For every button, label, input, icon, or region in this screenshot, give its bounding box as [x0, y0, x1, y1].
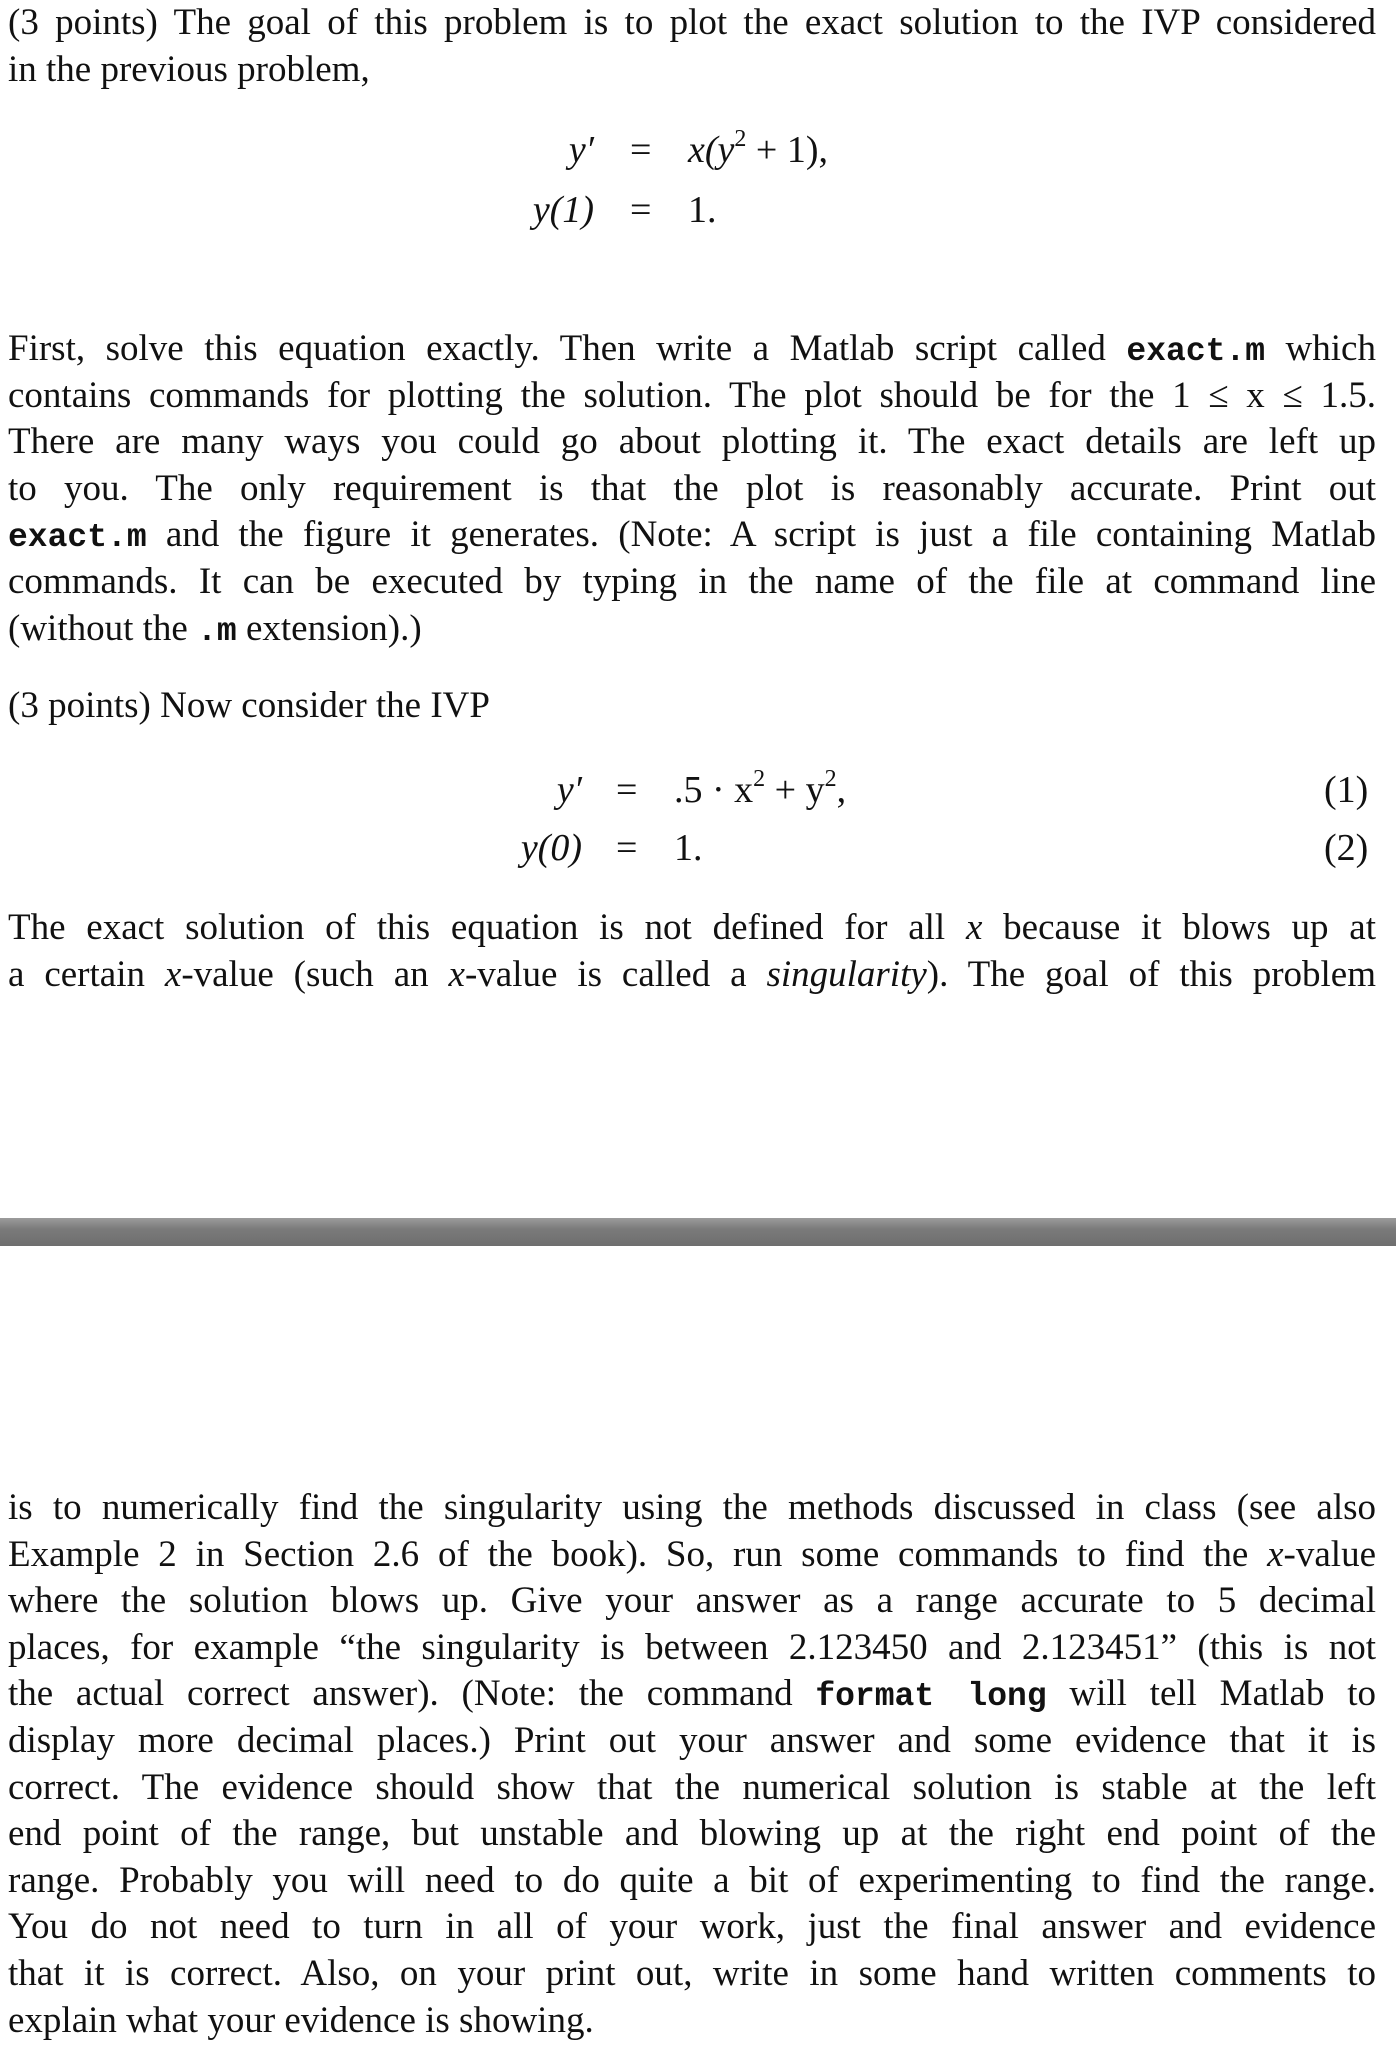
continuation-paragraph: [8, 1485, 1376, 2044]
page-break-divider: [0, 1218, 1396, 1246]
paragraph-line: explain what your evidence is showing.: [8, 1999, 594, 2041]
eq-equals: =: [616, 827, 638, 869]
problem1-intro: [8, 0, 1376, 93]
eq-lhs: y(1): [532, 189, 594, 231]
paragraph-line: places, for example “the singularity is between 2.123450 and 2.123451” (this is not: [8, 1626, 1376, 1668]
eq-rhs: $x(y^2 + 1)$,: [688, 126, 828, 171]
code-exact-m: exact.m: [8, 519, 147, 557]
eq-lhs: y′: [556, 769, 582, 811]
problem1-intro-line: in the previous problem,: [8, 48, 370, 90]
paragraph-line: range. Probably you will need to do quite a bit of experimenting to find the range.: [8, 1859, 1376, 1901]
problem2-intro-line: (3 points) Now consider the IVP: [8, 685, 490, 726]
emphasis-singularity: singularity: [766, 953, 927, 995]
paragraph-line: You do not need to turn in all of your work, just the final answer and evidence: [8, 1906, 1376, 1948]
code-m-extension: .m: [197, 612, 237, 650]
paragraph-line: (without the .m extension).): [8, 607, 422, 650]
eq-equals: =: [630, 189, 652, 231]
paragraph-line: contains commands for plotting the solution. The plot should be for the 1 ≤ x ≤ 1.5.: [8, 374, 1376, 416]
problem1-intro-line: (3 points) The goal of this problem is to plot the exact solution to the IVP considered: [8, 2, 1376, 43]
paragraph-line: The exact solution of this equation is not defined for all x because it blows up at: [8, 907, 1376, 948]
paragraph-line: to you. The only requirement is that the plot is reasonably accurate. Print out: [8, 467, 1376, 509]
eq-rhs: $.5 \cdot x^2 + y^2$,: [674, 766, 847, 811]
paragraph-line: commands. It can be executed by typing in the name of the file at command line: [8, 560, 1376, 602]
paragraph-line: a certain x-value (such an x-value is called a singularity). The goal of this problem: [8, 953, 1377, 995]
paragraph-line: where the solution blows up. Give your answer as a range accurate to 5 decimal: [8, 1580, 1376, 1622]
paragraph-line: correct. The evidence should show that the numerical solution is stable at the left: [8, 1766, 1376, 1808]
paragraph-line: exact.m and the figure it generates. (Note: A script is just a file containing Matlab: [8, 514, 1376, 557]
eq-equals: =: [616, 769, 638, 811]
paragraph-line: that it is correct. Also, on your print out, write in some hand written comments to: [8, 1952, 1376, 1994]
equation-number-2: (2): [1324, 827, 1369, 869]
paragraph-line: display more decimal places.) Print out your answer and some evidence that it is: [8, 1719, 1376, 1761]
problem1-paragraph: [8, 326, 1376, 652]
paragraph-line: end point of the range, but unstable and blowing up at the right end point of the: [8, 1813, 1376, 1855]
paragraph-line: is to numerically find the singularity using the methods discussed in class (see also: [8, 1487, 1376, 1528]
equation-number-1: (1): [1324, 769, 1369, 811]
paragraph-line: Example 2 in Section 2.6 of the book). So, run some commands to find the x-value: [8, 1533, 1376, 1575]
eq-lhs: y(0): [520, 827, 582, 869]
eq-rhs: 1.: [688, 189, 717, 231]
code-exact-m: exact.m: [1126, 333, 1266, 370]
code-format-long: format long: [815, 1678, 1047, 1716]
paragraph-line: First, solve this equation exactly. Then write a Matlab script called exact.m which: [8, 328, 1376, 370]
paragraph-line: the actual correct answer). (Note: the command format long will tell Matlab to: [8, 1673, 1376, 1716]
paragraph-line: There are many ways you could go about plotting it. The exact details are left up: [8, 421, 1376, 463]
eq-lhs: y′: [568, 129, 594, 171]
problem2-paragraph: [8, 905, 1376, 998]
problem2-intro: [8, 683, 1376, 730]
eq-rhs: 1.: [674, 827, 703, 869]
eq-equals: =: [630, 129, 652, 171]
